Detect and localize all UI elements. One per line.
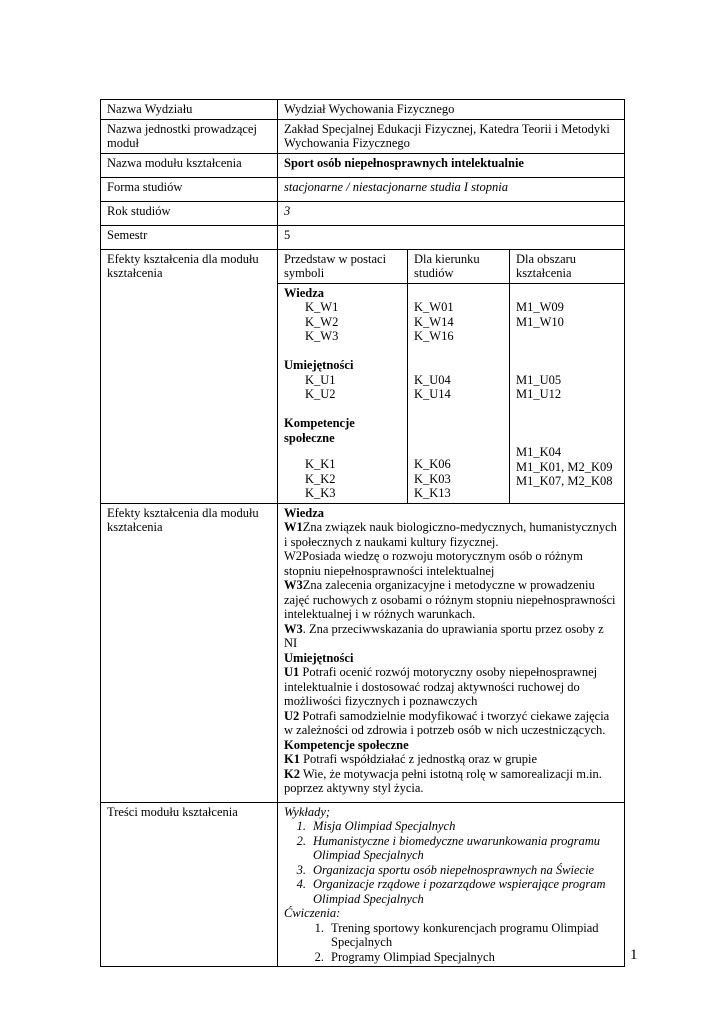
- obszar-code: M1_U12: [516, 387, 562, 401]
- list-item: [284, 819, 619, 834]
- kierunek-cell: [408, 283, 510, 503]
- kierunek-code: K_W16: [414, 329, 454, 343]
- cwiczenia-heading: Ćwiczenia:: [284, 906, 341, 920]
- symbols-cell: [278, 283, 408, 503]
- row-label: Nazwa jednostki prowadzącej moduł: [101, 119, 278, 153]
- learning-outcome-k1: [284, 752, 619, 767]
- obszar-code: M1_U05: [516, 372, 562, 387]
- outcome-text: Zna związek nauk biologiczno-medycznych, humanistycznych i społecznych z naukami kultury fizycznej.: [284, 520, 617, 549]
- kierunek-code: K_K13: [414, 486, 451, 500]
- list-item: [284, 877, 619, 906]
- outcome-code: K1: [284, 752, 300, 766]
- outcome-code: U2: [284, 708, 300, 723]
- page-number: 1: [630, 947, 638, 963]
- kierunek-code: K_U04: [414, 372, 451, 387]
- row-value: Sport osób niepełnosprawnych intelektualnie: [278, 153, 625, 177]
- wyklady-heading: Wykłady;: [284, 804, 331, 819]
- row-tresci: [101, 802, 625, 967]
- list-number: 4.: [296, 877, 306, 891]
- column-header-symbols: Przedstaw w postaci symboli: [278, 249, 408, 283]
- section-heading-kompetencje: Kompetencje: [284, 416, 355, 430]
- row-efekty-header: [101, 249, 625, 283]
- section-heading-spoleczne: społeczne: [284, 430, 335, 445]
- outcome-text: Wie, że motywacja pełni istotną rolę w samorealizacji m.in. poprzez aktywny styl życia.: [284, 766, 602, 795]
- row-rok: [101, 201, 625, 225]
- obszar-code: M1_W10: [516, 314, 564, 329]
- outcome-text: . Zna przeciwwskazania do uprawiania sportu przez osoby z NI: [284, 621, 604, 650]
- section-heading-umiejetnosci: Umiejętności: [284, 358, 354, 372]
- learning-outcome-w2: [284, 549, 619, 578]
- list-text: Organizacje rządowe i pozarządowe wspierające program Olimpiad Specjalnych: [313, 877, 606, 906]
- list-item: [284, 863, 619, 878]
- learning-outcome-k2: [284, 767, 619, 796]
- list-number: 3.: [296, 862, 306, 877]
- symbol: K_W1: [305, 300, 339, 314]
- symbol: K_U2: [305, 387, 336, 401]
- learning-outcome-u2: [284, 709, 619, 738]
- row-label: Efekty kształcenia dla modułu kształcenia: [101, 503, 278, 802]
- list-text: Humanistyczne i biomedyczne uwarunkowania programu Olimpiad Specjalnych: [313, 833, 601, 862]
- row-forma: [101, 177, 625, 201]
- row-label: Efekty kształcenia dla modułu kształcenia: [101, 249, 278, 503]
- row-jednostka: [101, 119, 625, 153]
- list-text: Programy Olimpiad Specjalnych: [331, 949, 495, 964]
- row-value: Wydział Wychowania Fizycznego: [278, 100, 625, 120]
- outcome-code: W3: [284, 621, 303, 636]
- row-value: stacjonarne / niestacjonarne studia I stopnia: [278, 177, 625, 201]
- obszar-code: M1_K07, M2_K08: [516, 474, 613, 488]
- kierunek-code: K_W01: [414, 300, 454, 314]
- section-heading-kompetencje: Kompetencje społeczne: [284, 737, 409, 752]
- outcome-text: Potrafi współdziałać z jednostką oraz w grupie: [299, 752, 538, 766]
- list-text: Trening sportowy konkurencjach programu Olimpiad Specjalnych: [331, 920, 599, 949]
- list-number: 1.: [314, 920, 324, 935]
- outcome-code: K2: [284, 766, 300, 781]
- symbol: K_W2: [305, 314, 339, 329]
- column-header-obszar: Dla obszaru kształcenia: [510, 249, 625, 283]
- obszar-code: M1_K04: [516, 445, 562, 459]
- efekty-opis-cell: [278, 503, 625, 802]
- row-label: Forma studiów: [101, 177, 278, 201]
- row-semestr: [101, 225, 625, 249]
- outcome-text: Potrafi ocenić rozwój motoryczny osoby niepełnosprawnej intelektualnie i dostosować rodzaj aktywności ruchowej do możliwości fizycznych i poznawczych: [284, 665, 598, 708]
- outcome-text: W2Posiada wiedzę o rozwoju motorycznym osób o różnym stopniu niepełnosprawności intelektualnej: [284, 549, 583, 578]
- symbol: K_K3: [305, 486, 336, 500]
- list-number: 1.: [296, 819, 306, 833]
- outcome-text: Zna zalecenia organizacyjne i metodyczne w prowadzeniu zajęć ruchowych z osobami o różnym stopniu niepełnosprawności intelektualnej i w różnych warunkach.: [284, 578, 616, 621]
- symbol: K_W3: [305, 329, 339, 343]
- kierunek-code: K_K06: [414, 457, 451, 471]
- module-description-table: [100, 99, 625, 967]
- list-number: 2.: [296, 833, 306, 848]
- row-label: Nazwa Wydziału: [101, 100, 278, 120]
- outcome-code: W3: [284, 578, 303, 592]
- kierunek-code: K_U14: [414, 387, 451, 401]
- row-value: 5: [278, 225, 625, 249]
- list-number: 2.: [314, 949, 324, 964]
- learning-outcome-u1: [284, 665, 619, 709]
- learning-outcome-w3b: [284, 622, 619, 651]
- column-header-kierunek: Dla kierunku studiów: [408, 249, 510, 283]
- section-heading-wiedza: Wiedza: [284, 285, 325, 300]
- list-item: [284, 921, 619, 950]
- symbol: K_K1: [305, 457, 336, 471]
- list-item: [284, 834, 619, 863]
- section-heading-umiejetnosci: Umiejętności: [284, 650, 354, 665]
- row-value: 3: [278, 201, 625, 225]
- row-wydzial: [101, 100, 625, 120]
- tresci-cell: [278, 802, 625, 967]
- outcome-text: Potrafi samodzielnie modyfikować i tworzyć ciekawe zajęcia w zależności od zdrowia i potrzeb osób w nich uczestniczących.: [284, 708, 610, 737]
- learning-outcome-w1: [284, 520, 619, 549]
- row-modul: [101, 153, 625, 177]
- list-item: [284, 950, 619, 965]
- obszar-code: M1_W09: [516, 300, 564, 314]
- obszar-cell: [510, 283, 625, 503]
- outcome-code: U1: [284, 665, 300, 679]
- outcome-code: W1: [284, 520, 303, 534]
- obszar-code: M1_K01, M2_K09: [516, 459, 613, 474]
- list-text: Misja Olimpiad Specjalnych: [313, 819, 456, 833]
- row-label: Rok studiów: [101, 201, 278, 225]
- learning-outcome-w3: [284, 578, 619, 622]
- row-label: Treści modułu kształcenia: [101, 802, 278, 967]
- row-efekty-opis: [101, 503, 625, 802]
- section-heading-wiedza: Wiedza: [284, 505, 325, 520]
- symbol: K_K2: [305, 471, 336, 486]
- row-label: Semestr: [101, 225, 278, 249]
- row-value: Zakład Specjalnej Edukacji Fizycznej, Katedra Teorii i Metodyki Wychowania Fizycznego: [278, 119, 625, 153]
- kierunek-code: K_K03: [414, 471, 451, 486]
- list-text: Organizacja sportu osób niepełnosprawnych na Świecie: [313, 862, 595, 877]
- symbol: K_U1: [305, 372, 336, 387]
- row-label: Nazwa modułu kształcenia: [101, 153, 278, 177]
- kierunek-code: K_W14: [414, 314, 454, 329]
